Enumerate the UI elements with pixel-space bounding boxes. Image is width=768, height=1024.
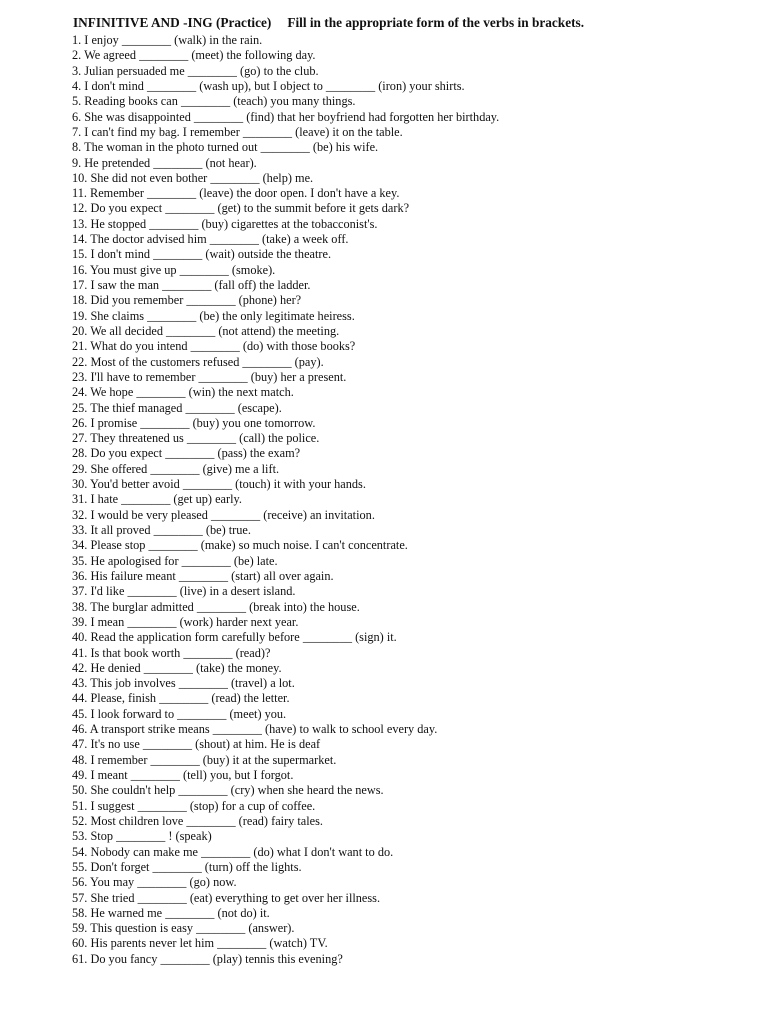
exercise-item: 56. You may ________ (go) now. [72, 875, 237, 890]
exercise-item: 24. We hope ________ (win) the next match. [72, 385, 294, 400]
exercise-item: 28. Do you expect ________ (pass) the exam? [72, 446, 301, 461]
exercise-item: 35. He apologised for ________ (be) late. [72, 553, 278, 568]
exercise-item: 27. They threatened us ________ (call) the police. [72, 431, 320, 446]
exercise-item: 6. She was disappointed ________ (find) that her boyfriend had forgotten her birthday. [72, 109, 500, 124]
exercise-item: 50. She couldn't help ________ (cry) when she heard the news. [72, 783, 384, 798]
exercise-item: 59. This question is easy ________ (answer). [72, 921, 295, 936]
exercise-item: 43. This job involves ________ (travel) a lot. [72, 676, 295, 691]
exercise-item: 17. I saw the man ________ (fall off) the ladder. [72, 278, 311, 292]
exercise-item: 37. I'd like ________ (live) in a desert island. [72, 584, 296, 599]
exercise-item: 26. I promise ________ (buy) you one tomorrow. [72, 415, 316, 430]
exercise-item: 15. I don't mind ________ (wait) outside the theatre. [72, 247, 332, 262]
worksheet-header [73, 15, 584, 31]
exercise-item: 36. His failure meant ________ (start) all over again. [72, 568, 334, 583]
exercise-item: 31. I hate ________ (get up) early. [72, 492, 242, 507]
exercise-item: 5. Reading books can ________ (teach) you many things. [72, 94, 356, 109]
exercise-item: 38. The burglar admitted ________ (break into) the house. [72, 599, 360, 614]
exercise-item: 45. I look forward to ________ (meet) you. [72, 706, 287, 721]
exercise-item: 41. Is that book worth ________ (read)? [72, 645, 271, 660]
exercise-item: 55. Don't forget ________ (turn) off the lights. [72, 859, 302, 874]
exercise-item: 9. He pretended ________ (not hear). [72, 155, 257, 170]
exercise-item: 48. I remember ________ (buy) it at the supermarket. [72, 752, 337, 767]
exercise-item: 8. The woman in the photo turned out ________ (be) his wife. [72, 140, 379, 155]
exercise-item: 12. Do you expect ________ (get) to the summit before it gets dark? [72, 201, 410, 216]
exercise-item: 47. It's no use ________ (shout) at him. He is deaf [72, 737, 321, 752]
exercise-item: 49. I meant ________ (tell) you, but I forgot. [72, 768, 294, 782]
exercise-item: 1. I enjoy ________ (walk) in the rain. [72, 33, 263, 47]
worksheet-instruction: Fill in the appropriate form of the verbs in brackets. [287, 15, 585, 30]
exercise-item: 53. Stop ________ ! (speak) [72, 829, 212, 844]
exercise-item: 22. Most of the customers refused ________ (pay). [72, 354, 324, 369]
exercise-item: 4. I don't mind ________ (wash up), but I object to ________ (iron) your shirts. [72, 78, 465, 93]
exercise-item: 3. Julian persuaded me ________ (go) to the club. [72, 63, 319, 78]
exercise-item: 39. I mean ________ (work) harder next year. [72, 614, 299, 629]
exercise-item: 19. She claims ________ (be) the only legitimate heiress. [72, 308, 355, 323]
exercise-item: 2. We agreed ________ (meet) the following day. [72, 48, 316, 63]
exercise-item: 52. Most children love ________ (read) fairy tales. [72, 813, 323, 828]
exercise-item: 58. He warned me ________ (not do) it. [72, 905, 270, 920]
exercise-item: 25. The thief managed ________ (escape). [72, 400, 282, 415]
exercise-item: 42. He denied ________ (take) the money. [72, 660, 282, 675]
exercise-item: 13. He stopped ________ (buy) cigarettes at the tobacconist's. [72, 216, 378, 231]
exercise-item: 18. Did you remember ________ (phone) her? [72, 293, 302, 308]
exercise-item: 40. Read the application form carefully before ________ (sign) it. [72, 630, 397, 645]
exercise-item: 44. Please, finish ________ (read) the letter. [72, 691, 290, 706]
exercise-item: 46. A transport strike means ________ (have) to walk to school every day. [72, 722, 438, 737]
exercise-item: 21. What do you intend ________ (do) with those books? [72, 339, 356, 354]
exercise-item: 34. Please stop ________ (make) so much noise. I can't concentrate. [72, 538, 408, 553]
exercise-item: 54. Nobody can make me ________ (do) what I don't want to do. [72, 844, 394, 859]
exercise-item: 32. I would be very pleased ________ (receive) an invitation. [72, 507, 375, 522]
exercise-item: 29. She offered ________ (give) me a lift. [72, 461, 280, 476]
exercise-item: 14. The doctor advised him ________ (take) a week off. [72, 232, 349, 247]
worksheet-title: INFINITIVE AND -ING (Practice) [73, 15, 272, 30]
exercise-item: 7. I can't find my bag. I remember ________ (leave) it on the table. [72, 124, 403, 139]
exercise-item: 61. Do you fancy ________ (play) tennis this evening? [72, 951, 343, 966]
exercise-item: 30. You'd better avoid ________ (touch) it with your hands. [72, 477, 366, 492]
exercise-list [72, 33, 499, 967]
exercise-item: 10. She did not even bother ________ (help) me. [72, 170, 314, 185]
exercise-item: 23. I'll have to remember ________ (buy) her a present. [72, 369, 347, 384]
exercise-item: 60. His parents never let him ________ (watch) TV. [72, 936, 328, 951]
exercise-item: 11. Remember ________ (leave) the door open. I don't have a key. [72, 186, 400, 201]
exercise-item: 33. It all proved ________ (be) true. [72, 523, 251, 537]
exercise-item: 20. We all decided ________ (not attend) the meeting. [72, 323, 340, 338]
exercise-item: 51. I suggest ________ (stop) for a cup of coffee. [72, 798, 316, 813]
exercise-item: 16. You must give up ________ (smoke). [72, 262, 276, 277]
exercise-item: 57. She tried ________ (eat) everything to get over her illness. [72, 890, 381, 905]
